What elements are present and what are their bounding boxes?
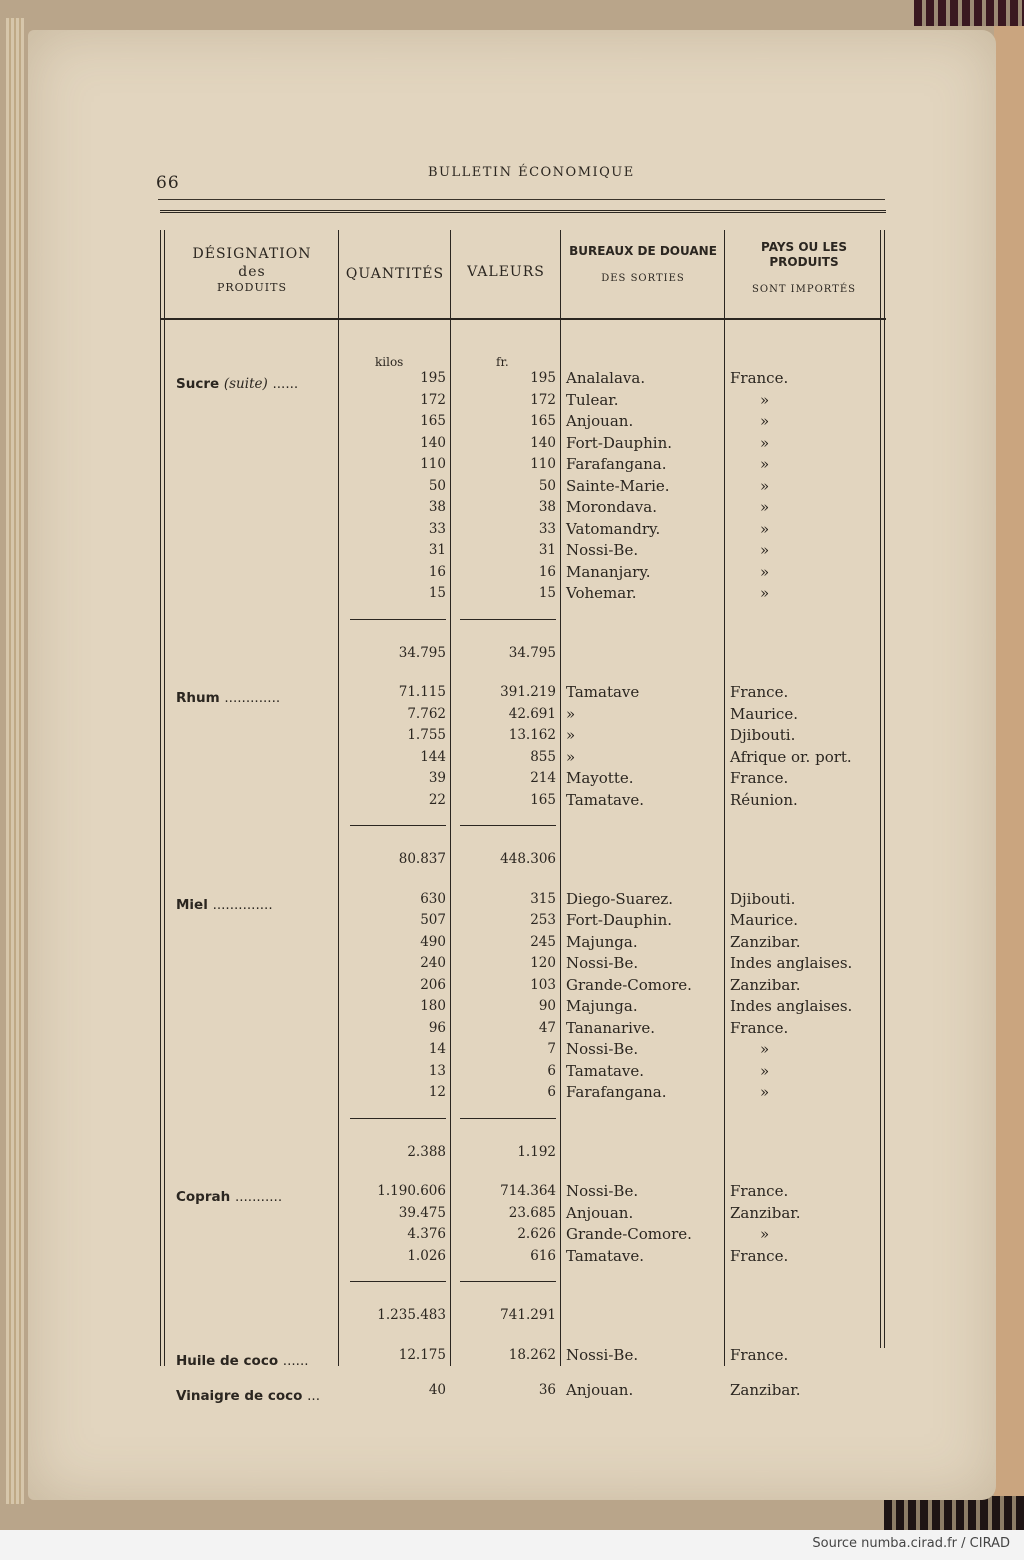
value-cell: 18.262 bbox=[508, 1346, 556, 1363]
leader-dots: ........... bbox=[234, 1189, 283, 1205]
product-label: Sucre bbox=[176, 376, 220, 392]
page-header bbox=[150, 163, 885, 203]
subtotal-rule-value bbox=[460, 1118, 556, 1119]
product-name bbox=[176, 1351, 309, 1371]
product-name bbox=[176, 688, 280, 708]
value-cell: 36 bbox=[538, 1382, 556, 1398]
bureau-cell: Tananarive. bbox=[566, 1018, 656, 1037]
bureau-cell: Tamatave. bbox=[566, 790, 645, 809]
pays-cell: France. bbox=[730, 369, 789, 387]
value-cell: 214 bbox=[530, 770, 556, 786]
bureau-cell: Anjouan. bbox=[566, 412, 634, 430]
total-value: 741.291 bbox=[500, 1307, 556, 1323]
bureau-cell: Majunga. bbox=[566, 932, 638, 951]
quantity-cell: 165 bbox=[420, 413, 446, 429]
col-header-designation: DÉSIGNATION des PRODUITS bbox=[192, 246, 312, 294]
quantity-cell: 490 bbox=[420, 933, 446, 950]
quantity-cell: 16 bbox=[428, 563, 446, 580]
pays-cell: Zanzibar. bbox=[730, 1203, 801, 1222]
bureau-cell: Farafangana. bbox=[566, 455, 667, 473]
pays-cell: » bbox=[760, 562, 770, 581]
bureau-cell: Fort-Dauphin. bbox=[566, 433, 673, 452]
leader-dots: ...... bbox=[282, 1352, 309, 1369]
quantity-cell: 13 bbox=[428, 1062, 446, 1079]
value-cell: 31 bbox=[538, 542, 556, 558]
leader-dots: ...... bbox=[272, 376, 299, 392]
bureau-cell: Vohemar. bbox=[566, 584, 637, 602]
pays-cell: France. bbox=[730, 1182, 789, 1200]
pays-cell: » bbox=[760, 455, 770, 473]
page-number: 66 bbox=[156, 173, 180, 193]
header-bottom-rule bbox=[160, 318, 886, 320]
total-value: 34.795 bbox=[508, 644, 556, 661]
bureau-cell: Sainte-Marie. bbox=[566, 476, 670, 495]
col-header-pays: PAYS OU LES PRODUITS SONT IMPORTÉS bbox=[752, 240, 856, 295]
col-header-quantites: QUANTITÉS bbox=[345, 266, 445, 282]
quantity-cell: 38 bbox=[428, 499, 446, 515]
quantity-cell: 40 bbox=[428, 1382, 446, 1398]
quantity-cell: 195 bbox=[420, 370, 446, 386]
value-cell: 140 bbox=[530, 434, 556, 451]
page-stack-edge bbox=[6, 18, 24, 1504]
value-cell: 172 bbox=[530, 391, 556, 408]
quantity-unit: kilos bbox=[375, 355, 404, 369]
quantity-cell: 31 bbox=[428, 542, 446, 558]
pays-cell: » bbox=[760, 1083, 770, 1101]
quantity-cell: 206 bbox=[420, 976, 446, 993]
book-edge-right bbox=[994, 20, 1024, 1510]
value-cell: 110 bbox=[530, 456, 556, 472]
quantity-cell: 96 bbox=[428, 1019, 446, 1036]
leader-dots: ... bbox=[307, 1388, 321, 1404]
quantity-cell: 22 bbox=[428, 791, 446, 808]
pays-cell: Zanzibar. bbox=[730, 932, 801, 951]
quantity-cell: 630 bbox=[420, 890, 446, 907]
value-cell: 90 bbox=[538, 998, 556, 1014]
pays-cell: Réunion. bbox=[730, 790, 798, 809]
bureau-cell: Anjouan. bbox=[566, 1203, 634, 1222]
running-title: BULLETIN ÉCONOMIQUE bbox=[428, 165, 635, 180]
bureau-cell: Analalava. bbox=[566, 369, 646, 387]
header-rule bbox=[158, 199, 885, 200]
total-quantity: 2.388 bbox=[407, 1143, 446, 1160]
quantity-cell: 180 bbox=[420, 998, 446, 1014]
bureau-cell: Majunga. bbox=[566, 997, 638, 1015]
subtotal-rule-quantity bbox=[350, 1281, 446, 1282]
value-cell: 16 bbox=[538, 563, 556, 580]
quantity-cell: 39.475 bbox=[398, 1204, 446, 1221]
value-cell: 120 bbox=[530, 955, 556, 971]
bureau-cell: Grande-Comore. bbox=[566, 1225, 692, 1243]
col-divider-1 bbox=[338, 230, 339, 1366]
subtotal-rule-quantity bbox=[350, 619, 446, 620]
bookmark-ribbon-top bbox=[914, 0, 1024, 26]
table-right-border bbox=[880, 230, 885, 1348]
bureau-cell: Nossi-Be. bbox=[566, 954, 639, 972]
pays-cell: Afrique or. port. bbox=[730, 747, 852, 766]
col-divider-4 bbox=[724, 230, 725, 1366]
source-credit: Source numba.cirad.fr / CIRAD bbox=[812, 1536, 1010, 1551]
quantity-cell: 4.376 bbox=[407, 1226, 446, 1242]
pays-cell: Djibouti. bbox=[730, 889, 796, 908]
table-top-rule bbox=[160, 210, 886, 217]
product-name bbox=[176, 374, 298, 394]
quantity-cell: 507 bbox=[420, 912, 446, 928]
col-divider-2 bbox=[450, 230, 451, 1366]
pays-cell: » bbox=[760, 412, 770, 430]
value-cell: 13.162 bbox=[508, 727, 556, 743]
quantity-cell: 110 bbox=[420, 456, 446, 472]
col-header-valeurs: VALEURS bbox=[467, 264, 545, 280]
value-cell: 855 bbox=[530, 748, 556, 765]
value-cell: 253 bbox=[530, 912, 556, 928]
value-cell: 315 bbox=[530, 890, 556, 907]
subtotal-rule-value bbox=[460, 619, 556, 620]
bureau-cell: Mananjary. bbox=[566, 562, 651, 581]
product-label: Vinaigre de coco bbox=[176, 1388, 303, 1404]
bureau-cell: Farafangana. bbox=[566, 1083, 667, 1101]
quantity-cell: 12.175 bbox=[398, 1346, 446, 1363]
pays-cell: » bbox=[760, 390, 770, 409]
value-cell: 714.364 bbox=[500, 1183, 556, 1199]
col-header-bureaux: BUREAUX DE DOUANE DES SORTIES bbox=[569, 244, 717, 284]
bureau-cell: Grande-Comore. bbox=[566, 975, 692, 994]
bureau-cell: Diego-Suarez. bbox=[566, 889, 673, 908]
pays-cell: » bbox=[760, 1061, 770, 1080]
leader-dots: .............. bbox=[212, 896, 273, 913]
pays-cell: Indes anglaises. bbox=[730, 997, 853, 1015]
bureau-cell: Morondava. bbox=[566, 498, 657, 516]
total-value: 1.192 bbox=[517, 1143, 556, 1160]
bureau-cell: Nossi-Be. bbox=[566, 1040, 639, 1058]
product-label: Huile de coco bbox=[176, 1352, 279, 1369]
value-unit: fr. bbox=[496, 355, 509, 369]
pays-cell: France. bbox=[730, 1018, 789, 1037]
quantity-cell: 144 bbox=[420, 748, 446, 765]
pays-cell: » bbox=[760, 584, 770, 602]
value-cell: 391.219 bbox=[500, 684, 556, 700]
value-cell: 195 bbox=[530, 370, 556, 386]
bureau-cell: Fort-Dauphin. bbox=[566, 911, 673, 929]
pays-cell: France. bbox=[730, 683, 789, 701]
bureau-cell: Vatomandry. bbox=[566, 519, 661, 538]
value-cell: 616 bbox=[530, 1247, 556, 1264]
total-quantity: 80.837 bbox=[398, 851, 446, 867]
pays-cell: Zanzibar. bbox=[730, 975, 801, 994]
product-suffix: (suite) bbox=[223, 376, 268, 392]
pays-cell: France. bbox=[730, 769, 789, 787]
value-cell: 38 bbox=[538, 499, 556, 515]
value-cell: 103 bbox=[530, 976, 556, 993]
pays-cell: » bbox=[760, 519, 770, 538]
product-name bbox=[176, 1187, 282, 1207]
pays-cell: » bbox=[760, 433, 770, 452]
pays-cell: » bbox=[760, 476, 770, 495]
bureau-cell: Nossi-Be. bbox=[566, 1182, 639, 1200]
bookmark-ribbon-bottom bbox=[884, 1496, 1024, 1530]
subtotal-rule-quantity bbox=[350, 1118, 446, 1119]
quantity-cell: 1.190.606 bbox=[377, 1183, 446, 1199]
total-value: 448.306 bbox=[500, 851, 556, 867]
bureau-cell: Tamatave. bbox=[566, 1246, 645, 1265]
value-cell: 2.626 bbox=[517, 1226, 556, 1242]
quantity-cell: 14 bbox=[428, 1041, 446, 1057]
quantity-cell: 1.026 bbox=[407, 1247, 446, 1264]
quantity-cell: 33 bbox=[428, 520, 446, 537]
pays-cell: France. bbox=[730, 1345, 789, 1364]
value-cell: 42.691 bbox=[508, 705, 556, 722]
value-cell: 50 bbox=[538, 477, 556, 494]
table-left-border bbox=[160, 230, 165, 1366]
pays-cell: » bbox=[760, 1040, 770, 1058]
col-divider-3 bbox=[560, 230, 561, 1366]
quantity-cell: 172 bbox=[420, 391, 446, 408]
subtotal-rule-value bbox=[460, 825, 556, 826]
subtotal-rule-value bbox=[460, 1281, 556, 1282]
pays-cell: » bbox=[760, 541, 770, 559]
bureau-cell: Nossi-Be. bbox=[566, 541, 639, 559]
quantity-cell: 12 bbox=[428, 1084, 446, 1100]
total-quantity: 34.795 bbox=[398, 644, 446, 661]
leader-dots: ............. bbox=[224, 690, 281, 706]
product-label: Coprah bbox=[176, 1189, 231, 1205]
bureau-cell: Tulear. bbox=[566, 390, 619, 409]
value-cell: 23.685 bbox=[508, 1204, 556, 1221]
value-cell: 33 bbox=[538, 520, 556, 537]
pays-cell: Indes anglaises. bbox=[730, 954, 853, 972]
pays-cell: Djibouti. bbox=[730, 726, 796, 744]
export-table bbox=[160, 210, 886, 1404]
quantity-cell: 140 bbox=[420, 434, 446, 451]
value-cell: 7 bbox=[547, 1041, 556, 1057]
pays-cell: Maurice. bbox=[730, 704, 798, 723]
product-label: Rhum bbox=[176, 690, 220, 706]
bureau-cell: Anjouan. bbox=[566, 1381, 634, 1399]
bureau-cell: Tamatave bbox=[566, 683, 640, 701]
quantity-cell: 50 bbox=[428, 477, 446, 494]
bureau-cell: » bbox=[566, 726, 576, 744]
pays-cell: France. bbox=[730, 1246, 789, 1265]
value-cell: 15 bbox=[538, 585, 556, 601]
product-name bbox=[176, 895, 273, 915]
pays-cell: » bbox=[760, 1225, 770, 1243]
quantity-cell: 1.755 bbox=[407, 727, 446, 743]
quantity-cell: 15 bbox=[428, 585, 446, 601]
quantity-cell: 39 bbox=[428, 770, 446, 786]
value-cell: 165 bbox=[530, 413, 556, 429]
quantity-cell: 71.115 bbox=[398, 684, 446, 700]
value-cell: 6 bbox=[547, 1084, 556, 1100]
bureau-cell: Mayotte. bbox=[566, 769, 634, 787]
bureau-cell: » bbox=[566, 747, 576, 766]
pays-cell: Maurice. bbox=[730, 911, 798, 929]
value-cell: 165 bbox=[530, 791, 556, 808]
subtotal-rule-quantity bbox=[350, 825, 446, 826]
total-quantity: 1.235.483 bbox=[377, 1307, 446, 1323]
product-label: Miel bbox=[176, 896, 208, 913]
quantity-cell: 7.762 bbox=[407, 705, 446, 722]
bureau-cell: Tamatave. bbox=[566, 1061, 645, 1080]
pays-cell: » bbox=[760, 498, 770, 516]
product-name bbox=[176, 1386, 320, 1406]
value-cell: 245 bbox=[530, 933, 556, 950]
value-cell: 47 bbox=[538, 1019, 556, 1036]
pays-cell: Zanzibar. bbox=[730, 1381, 801, 1399]
value-cell: 6 bbox=[547, 1062, 556, 1079]
bureau-cell: Nossi-Be. bbox=[566, 1345, 639, 1364]
bureau-cell: » bbox=[566, 704, 576, 723]
quantity-cell: 240 bbox=[420, 955, 446, 971]
